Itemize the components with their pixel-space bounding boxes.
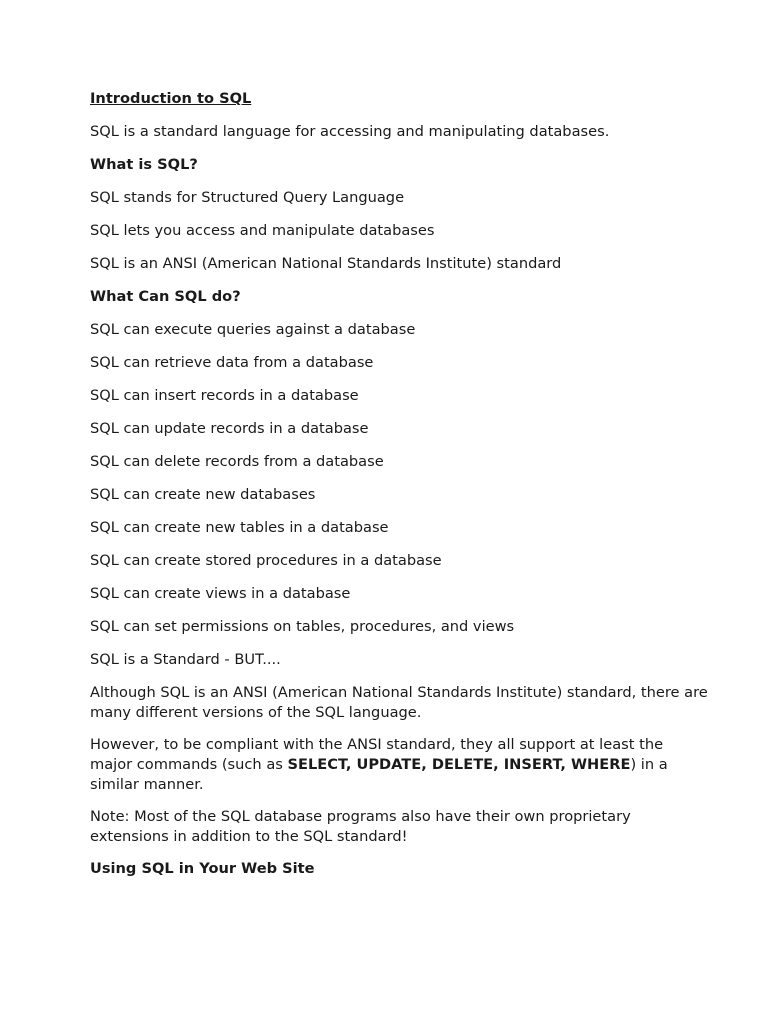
what-can-item: SQL can retrieve data from a database [90, 354, 374, 371]
what-can-item: SQL can update records in a database [90, 420, 369, 437]
note-paragraph: Note: Most of the SQL database programs also have their own proprietary extensions in addition to the SQL standard! [90, 808, 631, 845]
however-text-after: ) in a similar manner. [90, 756, 668, 793]
intro-paragraph: SQL is a standard language for accessing and manipulating databases. [90, 123, 610, 140]
what-can-item: SQL can set permissions on tables, procedures, and views [90, 618, 515, 635]
sql-commands: SELECT, UPDATE, DELETE, INSERT, WHERE [287, 756, 631, 773]
however-paragraph [90, 735, 708, 795]
what-is-item: SQL stands for Structured Query Language [90, 189, 405, 206]
what-can-item: SQL can insert records in a database [90, 387, 359, 404]
what-is-item: SQL lets you access and manipulate databases [90, 222, 435, 239]
using-sql-web-heading: Using SQL in Your Web Site [90, 860, 315, 877]
what-can-item: SQL can create new tables in a database [90, 519, 389, 536]
although-paragraph: Although SQL is an ANSI (American National Standards Institute) standard, there are many different versions of the SQL language. [90, 684, 708, 721]
what-can-item: SQL can create stored procedures in a database [90, 552, 442, 569]
what-is-sql-heading: What is SQL? [90, 156, 198, 173]
document-title: Introduction to SQL [90, 90, 252, 107]
what-is-item: SQL is an ANSI (American National Standards Institute) standard [90, 255, 562, 272]
what-can-item: SQL can delete records from a database [90, 453, 384, 470]
however-text-before: However, to be compliant with the ANSI standard, they all support at least the major commands (such as [90, 736, 664, 773]
what-can-item: SQL can create new databases [90, 486, 316, 503]
what-can-item: SQL can create views in a database [90, 585, 351, 602]
standard-line: SQL is a Standard - BUT.... [90, 651, 281, 668]
what-can-sql-do-heading: What Can SQL do? [90, 288, 241, 305]
what-can-item: SQL can execute queries against a database [90, 321, 416, 338]
